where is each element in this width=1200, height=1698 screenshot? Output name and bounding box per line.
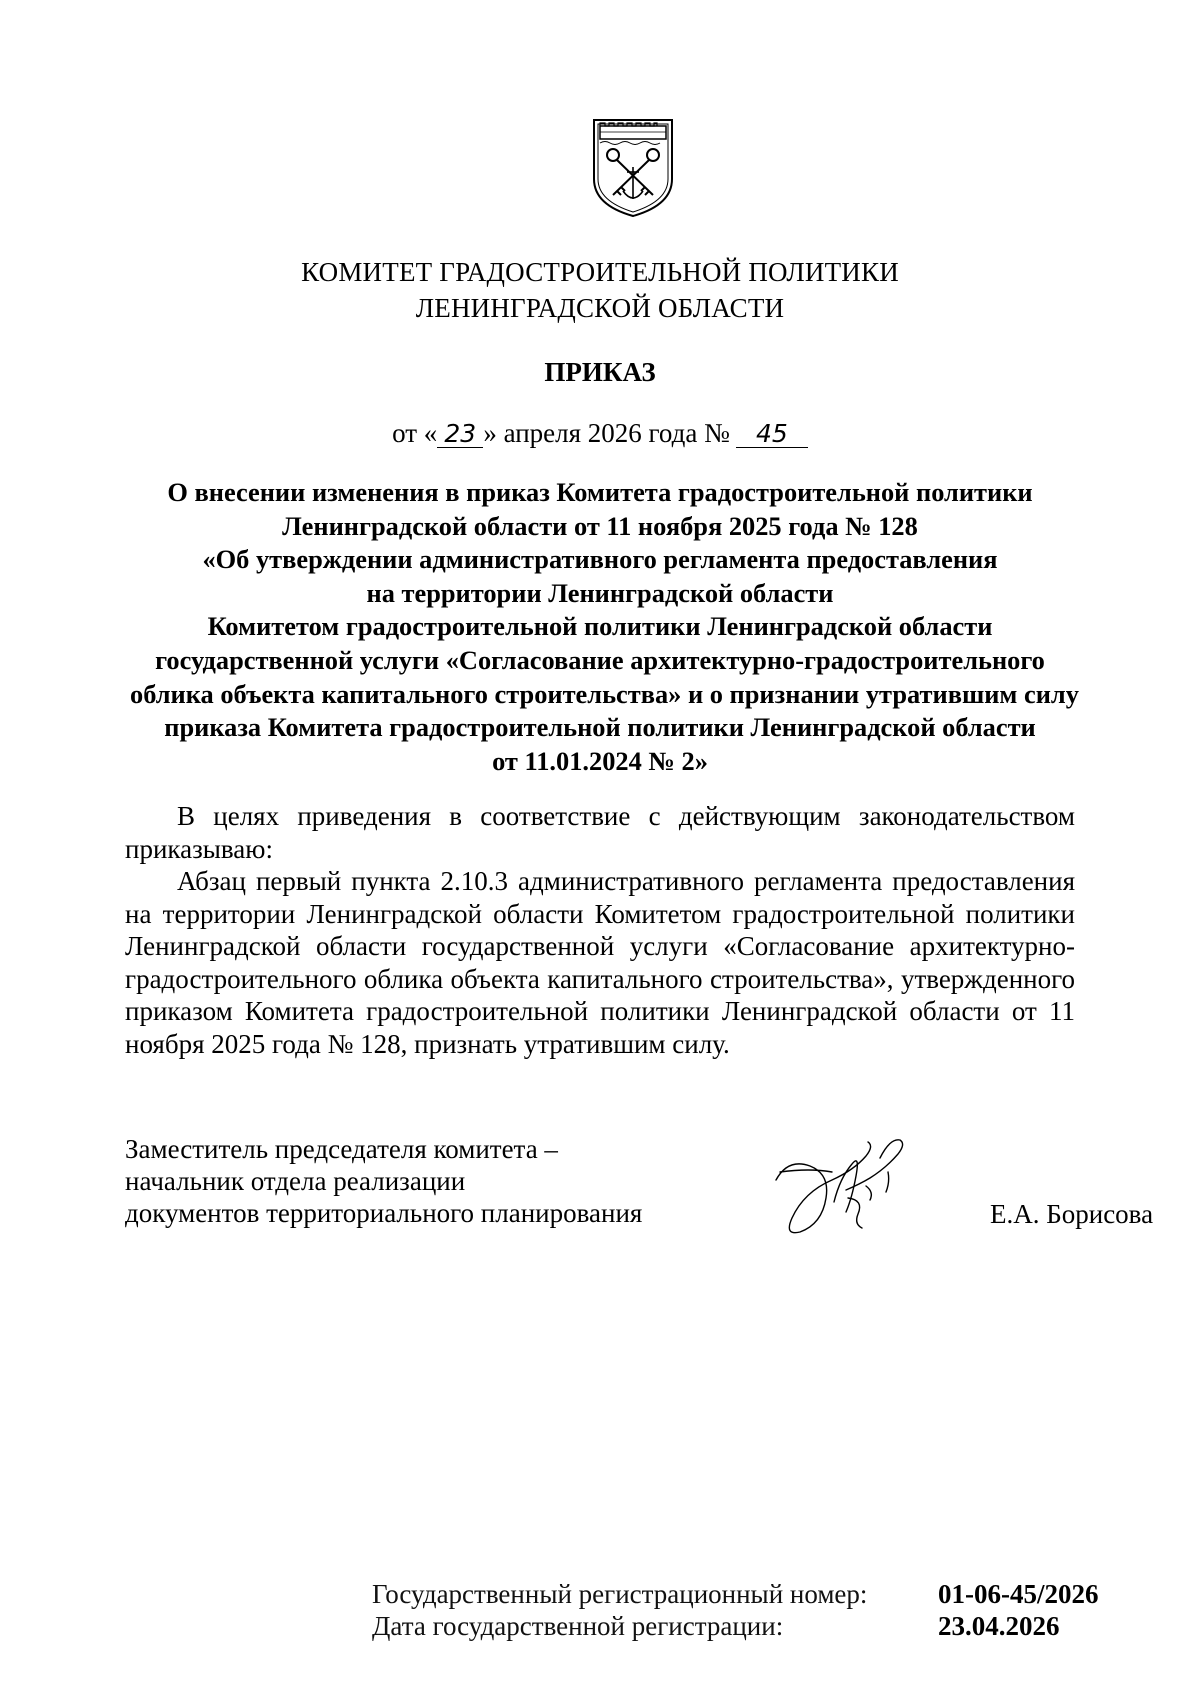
registration-number-label: Государственный регистрационный номер:: [372, 1579, 868, 1609]
signer-position-line: документов территориального планирования: [125, 1198, 643, 1228]
signer-name: Е.А. Борисова: [990, 1199, 1154, 1229]
title-line: Ленинградской области от 11 ноября 2025 года № 128: [282, 510, 918, 541]
organization-name-line-1: КОМИТЕТ ГРАДОСТРОИТЕЛЬНОЙ ПОЛИТИКИ: [301, 257, 899, 287]
title-line: от 11.01.2024 № 2»: [492, 745, 708, 776]
handwritten-day: 23: [437, 421, 483, 448]
date-middle: » апреля 2026 года №: [483, 418, 730, 448]
date-prefix: от «: [392, 418, 438, 448]
title-line: облика объекта капитального строительства» и о признании утратившим силу: [130, 678, 1079, 709]
signer-position: [125, 1133, 642, 1229]
handwritten-order-number: 45: [736, 421, 808, 448]
registration-date-label: Дата государственной регистрации:: [372, 1611, 784, 1641]
organization-name-line-2: ЛЕНИНГРАДСКОЙ ОБЛАСТИ: [415, 293, 785, 323]
body-paragraph-preamble: В целях приведения в соответствие с действующим законодательством приказываю:: [125, 801, 1075, 864]
order-title: [130, 476, 1079, 778]
signer-position-line: Заместитель председателя комитета –: [125, 1134, 558, 1164]
handwritten-signature-icon: [770, 1128, 920, 1244]
registration-date-value: 23.04.2026: [938, 1611, 1060, 1641]
title-line: Комитетом градостроительной политики Ленинградской области: [207, 611, 993, 642]
title-line: приказа Комитета градостроительной политики Ленинградской области: [164, 712, 1036, 743]
body-paragraph-order: Абзац первый пункта 2.10.3 административного регламента предоставления на территории Ленинградской области Комитетом градостроительной политики Ленинградской области государственной услуги «Согласование архитектурно-градостроительного облика объекта капитального строительства», утвержденного приказом Комитета градостроительной политики Ленинградской области от 11 ноября 2025 года № 128, признать утратившим силу.: [125, 866, 1075, 1059]
signer-position-line: начальник отдела реализации: [125, 1166, 466, 1196]
title-line: О внесении изменения в приказ Комитета градостроительной политики: [167, 477, 1033, 507]
registration-number-value: 01-06-45/2026: [938, 1579, 1099, 1609]
leningrad-oblast-coat-of-arms-icon: [591, 117, 675, 219]
title-line: на территории Ленинградской области: [366, 577, 834, 608]
title-line: «Об утверждении административного регламента предоставления: [202, 544, 998, 575]
order-date-line: [0, 415, 1200, 451]
document-type: ПРИКАЗ: [544, 357, 656, 387]
title-line: государственной услуги «Согласование архитектурно-градостроительного: [155, 644, 1045, 675]
